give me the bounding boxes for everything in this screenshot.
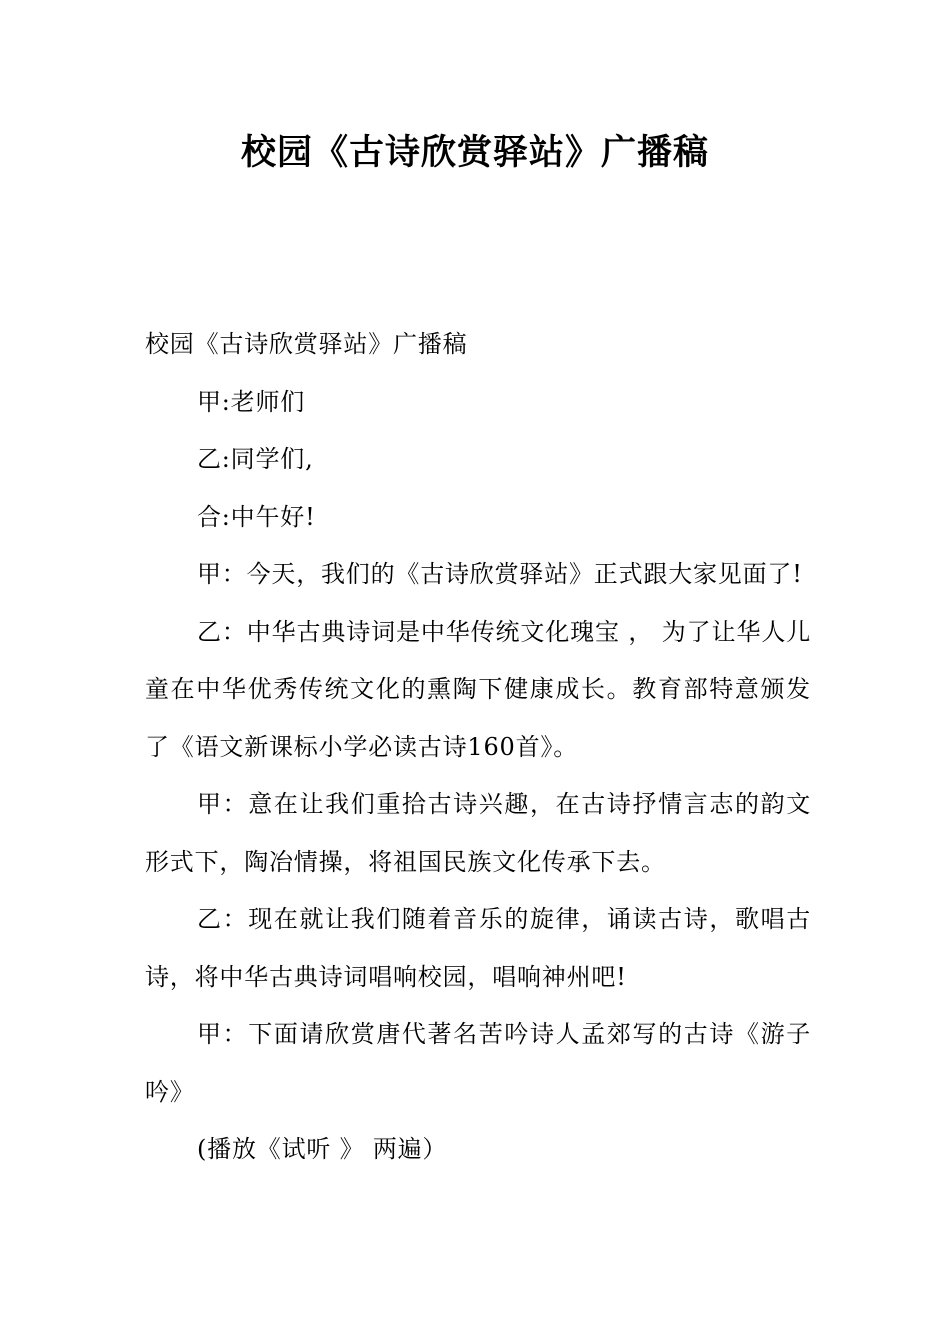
- body-heading-line: 校园《古诗欣赏驿站》广播稿: [145, 330, 468, 358]
- dialogue-line: 乙：现在就让我们随着音乐的旋律，诵读古诗，歌唱古诗，将中华古典诗词唱响校园，唱响神州吧!: [145, 905, 811, 991]
- dialogue-line: 甲：下面请欣赏唐代著名苦吟诗人孟郊写的古诗《游子吟》: [145, 1020, 811, 1106]
- stage-direction: (播放《试听 》 两遍）: [197, 1135, 448, 1163]
- document-body: [145, 316, 811, 1179]
- document-title: 校园《古诗欣赏驿站》广播稿: [240, 132, 709, 173]
- dialogue-line: 甲:老师们: [197, 387, 306, 416]
- dialogue-line: 乙：中华古典诗词是中华传统文化瑰宝 ， 为了让华人儿童在中华优秀传统文化的熏陶下健康成长。教育部特意颁发了《语文新课标小学必读古诗160首》。: [145, 617, 811, 761]
- dialogue-line: 合:中午好!: [197, 502, 316, 531]
- dialogue-line: 甲：意在让我们重拾古诗兴趣，在古诗抒情言志的韵文形式下，陶冶情操，将祖国民族文化传承下去。: [145, 790, 811, 876]
- dialogue-line: 乙:同学们,: [197, 445, 314, 473]
- dialogue-line: 甲：今天，我们的《古诗欣赏驿站》正式跟大家见面了!: [197, 560, 803, 588]
